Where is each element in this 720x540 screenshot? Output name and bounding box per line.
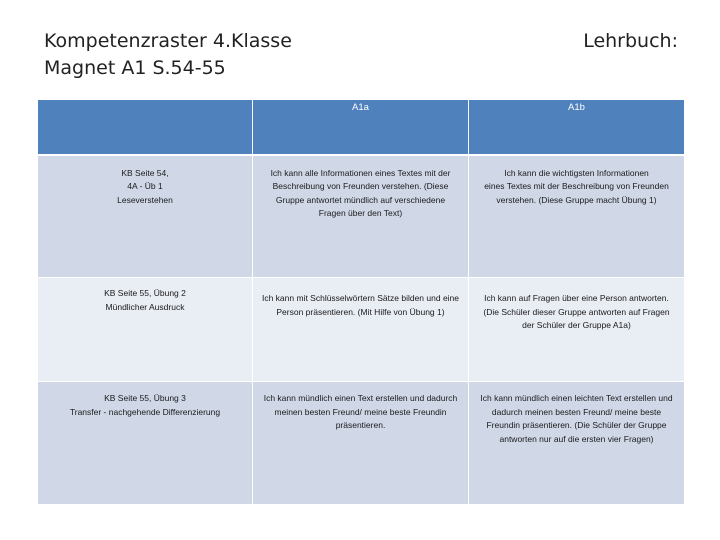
table-header-row — [38, 100, 685, 155]
title-line-2: Magnet A1 S.54-55 — [44, 57, 226, 79]
textbook-label: Lehrbuch: — [583, 30, 678, 52]
header-cell-empty — [38, 100, 253, 155]
a1a-cell — [253, 155, 469, 278]
table-row — [38, 278, 685, 382]
a1a-description: Ich kann mündlich einen Text erstellen und dadurch meinen besten Freund/ meine beste Freundin präsentieren. — [263, 393, 458, 430]
row-label: KB Seite 54, 4A - Üb 1 Leseverstehen — [117, 167, 173, 205]
row-label: KB Seite 55, Übung 3 Transfer - nachgehende Differenzierung — [69, 393, 221, 417]
row-label-cell — [38, 278, 253, 382]
row-label-cell — [38, 155, 253, 278]
header-cell-a1b: A1b — [469, 100, 685, 155]
a1b-cell — [469, 155, 685, 278]
a1b-cell — [469, 382, 685, 505]
a1a-cell — [253, 382, 469, 505]
table-row — [38, 155, 685, 278]
a1a-description: Ich kann alle Informationen eines Textes mit der Beschreibung von Freunden verstehen. (Diese Gruppe antwortet mündlich auf verschiedene Fragen über den Text) — [270, 167, 451, 218]
a1a-description: Ich kann mit Schlüsselwörtern Sätze bilden und eine Person präsentieren. (Mit Hilfe von Übung 1) — [261, 293, 460, 317]
a1b-cell — [469, 278, 685, 382]
row-label: KB Seite 55, Übung 2 Mündlicher Ausdruck — [104, 288, 186, 312]
a1b-description: Ich kann auf Fragen über eine Person antworten. (Die Schüler dieser Gruppe antworten auf Fragen der Schüler der Gruppe A1a) — [483, 293, 670, 330]
page-title — [44, 28, 292, 82]
table-row — [38, 382, 685, 505]
header-cell-a1a: A1a — [253, 100, 469, 155]
title-line-1: Kompetenzraster 4.Klasse — [44, 30, 292, 52]
a1b-description: Ich kann mündlich einen leichten Text erstellen und dadurch meinen besten Freund/ meine beste Freundin präsentieren. (Die Schüler der Gruppe antworten nur auf die ersten vier Fragen) — [480, 393, 673, 444]
a1a-cell — [253, 278, 469, 382]
a1b-description: Ich kann die wichtigsten Informationen eines Textes mit der Beschreibung von Freunden verstehen. (Diese Gruppe macht Übung 1) — [484, 167, 669, 205]
competence-grid-table — [37, 99, 685, 505]
row-label-cell — [38, 382, 253, 505]
